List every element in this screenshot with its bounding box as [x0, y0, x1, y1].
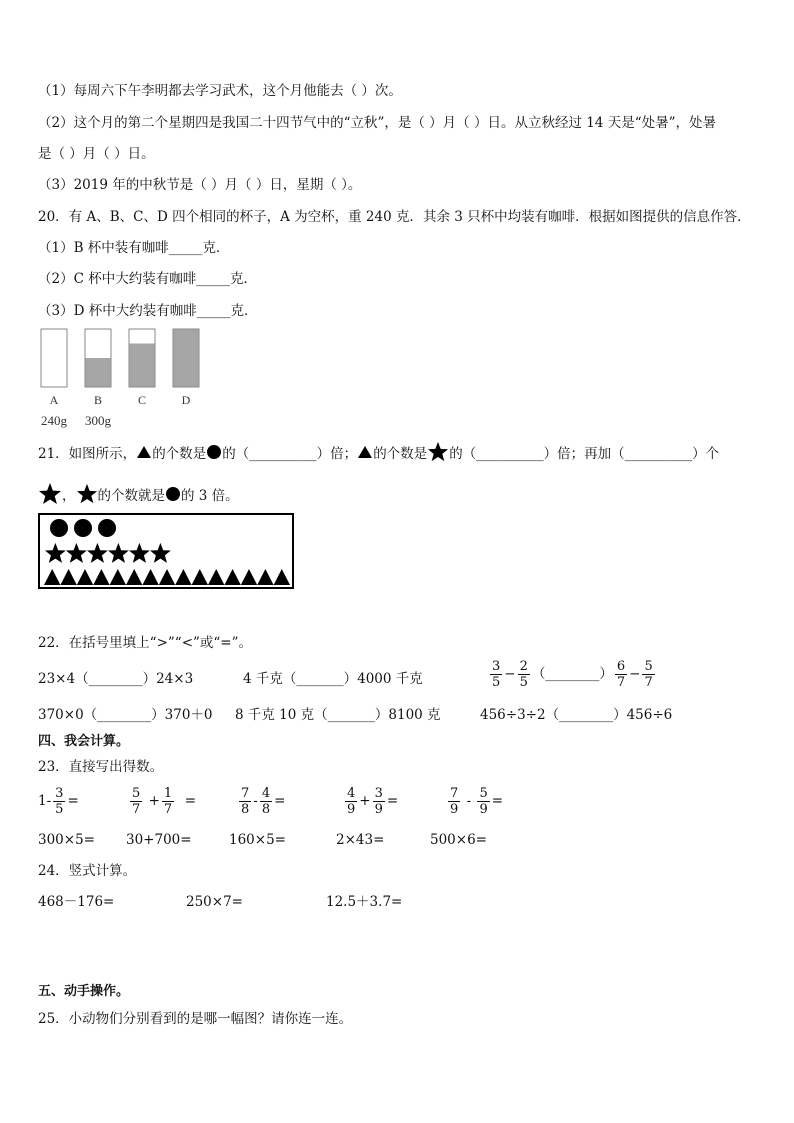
cup-coffee-fill [173, 329, 199, 387]
q23-expr-3: $\frac{7}{8}$ - $\frac{4}{8}$ = [241, 786, 286, 817]
q21-text-b: 的个数是 [152, 446, 207, 462]
q19-line-3: 是（ ）月（ ）日。 [38, 146, 155, 162]
q23-r2-2: 30+700= [126, 832, 192, 848]
q21-line-1 [38, 441, 719, 468]
q24-item-1: 468－176= [38, 894, 115, 910]
star-shape [108, 543, 129, 563]
q24-item-3: 12.5＋3.7= [326, 894, 403, 910]
q21-text-h: 的 3 倍。 [181, 488, 239, 504]
q23-expr-4: $\frac{4}{9}$ + $\frac{3}{9}$ = [347, 786, 399, 817]
circle-shape [98, 519, 116, 537]
q24-item-2: 250×7= [186, 894, 243, 910]
fraction: $\frac{7}{8}$ [241, 786, 250, 817]
star-icon [427, 441, 449, 468]
q22-r1c2: 4 千克（_______）4000 千克 [243, 671, 423, 687]
cups-figure [36, 324, 216, 434]
q20-part-1: （1）B 杯中装有咖啡_____克． [38, 240, 230, 256]
q22-r1c3 [488, 659, 657, 690]
q19-line-2: （2）这个月的第二个星期四是我国二十四节气中的“立秋”，是（ ）月（ ）日。从立秋经过 14 天是“处暑”，处暑 [38, 115, 717, 131]
q22-r2c3: 456÷3÷2（________）456÷6 [480, 707, 673, 723]
q21-text-g: 的个数就是 [97, 488, 165, 504]
star-shape [87, 543, 108, 563]
fraction: $\frac{3}{5}$ [55, 786, 64, 817]
q21-text-e: 的（__________）倍；再加（__________）个 [449, 446, 720, 462]
q20-part-2: （2）C 杯中大约装有咖啡_____克． [38, 271, 257, 287]
q22-r1c1: 23×4（________）24×3 [38, 671, 194, 687]
q21-text-f: ， [62, 488, 76, 504]
q23-expr-1: 1- $\frac{3}{5}$ = [38, 786, 79, 817]
fraction: $\frac{5}{7}$ [644, 659, 653, 690]
star-shape [150, 543, 171, 563]
triangle-shape [93, 569, 109, 585]
q21-text-c: 的（__________）倍； [222, 446, 358, 462]
q20-stem: 20．有 A、B、C、D 四个相同的杯子，A 为空杯，重 240 克．其余 3 只杯中均装有咖啡．根据如图提供的信息作答． [38, 209, 751, 225]
circle-shape [50, 519, 68, 537]
q22-r2c1: 370×0（________）370＋0 [38, 707, 213, 723]
triangle-shape [208, 569, 224, 585]
cup-outline [41, 329, 67, 387]
cup-coffee-fill [129, 344, 155, 388]
q23-r2-4: 2×43= [336, 832, 385, 848]
fraction: $\frac{1}{7}$ [163, 786, 173, 817]
q22-r2c2: 8 千克 10 克（_______）8100 克 [235, 707, 441, 723]
section-5-title: 五、动手操作。 [38, 984, 130, 999]
q21-text-a: 21．如图所示， [38, 446, 137, 462]
fraction: $\frac{6}{7}$ [616, 659, 626, 690]
star-shape [45, 543, 66, 563]
triangle-shape [77, 569, 93, 585]
triangle-shape [126, 569, 142, 585]
q23-r2-5: 500×6= [430, 832, 487, 848]
minus-sign: − [629, 666, 641, 682]
triangle-shape [44, 569, 60, 585]
shapes-svg [40, 515, 292, 587]
fraction: $\frac{2}{5}$ [519, 659, 528, 690]
triangle-shape [257, 569, 273, 585]
cup-weight: 240g [41, 413, 67, 428]
star-shape [129, 543, 150, 563]
q24-stem: 24．竖式计算。 [38, 863, 137, 879]
fraction: $\frac{5}{7}$ [132, 786, 141, 817]
triangle-shape [159, 569, 175, 585]
triangle-shape [241, 569, 257, 585]
fraction: $\frac{4}{9}$ [347, 786, 356, 817]
cup-weight: 300g [85, 413, 111, 428]
triangle-shape [175, 569, 191, 585]
fraction: $\frac{3}{5}$ [492, 659, 501, 690]
fraction: $\frac{4}{8}$ [261, 786, 271, 817]
q22-stem: 22．在括号里填上“>”“<”或“=”。 [38, 635, 253, 651]
fraction: $\frac{7}{9}$ [450, 786, 459, 817]
q19-line-4: （3）2019 年的中秋节是（ ）月（ ）日，星期（ ）。 [38, 177, 362, 193]
shapes-box [38, 513, 294, 589]
triangle-shape [224, 569, 240, 585]
cups-svg [36, 324, 216, 434]
q21-line-2 [38, 482, 239, 511]
circle-icon [165, 486, 181, 507]
triangle-shape [60, 569, 76, 585]
q23-r2-1: 300×5= [38, 832, 95, 848]
q21-text-d: 的个数是 [373, 446, 428, 462]
cup-label: D [181, 393, 191, 407]
cup-label: C [137, 393, 147, 407]
q23-expr-2: $\frac{5}{7}$ + $\frac{1}{7}$ = [132, 786, 197, 817]
q20-part-3: （3）D 杯中大约装有咖啡_____克． [38, 303, 258, 319]
star-icon [38, 482, 62, 511]
cup-label: B [93, 393, 103, 407]
circle-icon [206, 444, 222, 465]
answer-blank: （________） [531, 666, 613, 682]
q23-stem: 23．直接写出得数。 [38, 759, 164, 775]
triangle-shape [142, 569, 158, 585]
triangle-shape [192, 569, 208, 585]
section-4-title: 四、我会计算。 [38, 734, 130, 749]
fraction: $\frac{3}{9}$ [374, 786, 383, 817]
q23-expr-5: $\frac{7}{9}$ - $\frac{5}{9}$ = [450, 786, 504, 817]
q25-stem: 25．小动物们分别看到的是哪一幅图？请你连一连。 [38, 1011, 353, 1027]
triangle-icon [136, 445, 152, 464]
cup-label: A [49, 393, 59, 407]
triangle-shape [274, 569, 290, 585]
star-icon [76, 483, 98, 510]
cup-coffee-fill [85, 358, 111, 387]
q23-r2-3: 160×5= [229, 832, 286, 848]
triangle-shape [110, 569, 126, 585]
circle-shape [74, 519, 92, 537]
triangle-icon [357, 445, 373, 464]
minus-sign: − [504, 666, 516, 682]
q19-line-1: （1）每周六下午李明都去学习武术，这个月他能去（ ）次。 [38, 83, 402, 99]
star-shape [66, 543, 87, 563]
fraction: $\frac{5}{9}$ [479, 786, 488, 817]
